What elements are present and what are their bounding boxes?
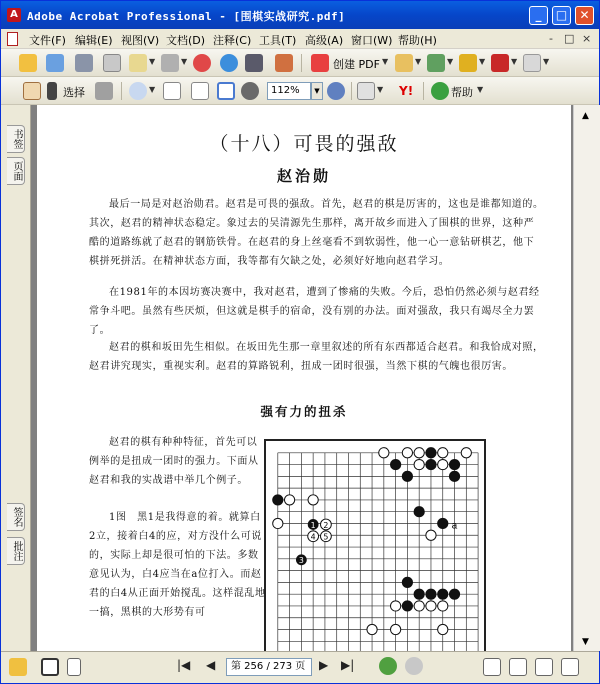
white-stone: [379, 448, 389, 458]
chevron-down-icon[interactable]: ▼: [447, 57, 454, 66]
black-stone: [273, 495, 283, 505]
tab-comments[interactable]: 批注: [7, 537, 25, 565]
white-stone: [402, 448, 412, 458]
minimize-button[interactable]: _: [529, 6, 548, 25]
white-stone: [284, 495, 294, 505]
black-stone: [402, 601, 412, 611]
help-button[interactable]: 帮助: [451, 86, 473, 99]
body-paragraph: 赵君的棋和坂田先生相似。在坂田先生那一章里叙述的所有东西都适合赵君。和我恰成对照，赵君讲究现实，重视实利。赵君的算路锐利，扭成一团时很强，当然下棋的气魄也很厉害。: [89, 342, 544, 372]
black-stone: [426, 589, 436, 599]
toolbar-divider: [121, 82, 122, 100]
stone-number: 2: [323, 520, 329, 530]
select-tool-label[interactable]: 选择: [63, 86, 85, 99]
doc-close-button[interactable]: ×: [582, 32, 592, 45]
stone-number: 1: [310, 520, 316, 530]
zoom-dropdown-button[interactable]: ▼: [311, 82, 323, 100]
menu-advanced[interactable]: 高级(A): [305, 34, 344, 47]
continuous-facing-icon[interactable]: [561, 658, 579, 676]
search-icon[interactable]: [245, 54, 263, 72]
toolbar-divider: [351, 82, 352, 100]
scroll-down-icon[interactable]: ▼: [582, 637, 589, 647]
document-icon[interactable]: [7, 32, 18, 46]
white-stone: [461, 448, 471, 458]
board-label-a: a: [451, 520, 458, 532]
black-stone: [402, 577, 412, 587]
window-title: Adobe Acrobat Professional - [围棋实战研究.pdf]: [27, 10, 346, 23]
last-page-button[interactable]: ▶|: [341, 658, 355, 672]
chapter-author: 赵治勋: [276, 167, 331, 185]
doc-restore-button[interactable]: □: [564, 32, 575, 45]
section-heading: 强有力的扭杀: [260, 404, 348, 419]
white-stone: [273, 518, 283, 528]
chevron-down-icon[interactable]: ▼: [149, 85, 156, 94]
fit-width-icon[interactable]: [217, 82, 235, 100]
open-icon[interactable]: [19, 54, 37, 72]
black-stone: [438, 589, 448, 599]
hand-status-icon[interactable]: [9, 658, 27, 676]
menu-edit[interactable]: 编辑(E): [75, 34, 113, 47]
chapter-heading: （十八）可畏的强敌: [209, 133, 399, 155]
actual-size-icon[interactable]: [163, 82, 181, 100]
attach-icon[interactable]: [161, 54, 179, 72]
review-icon[interactable]: [220, 54, 238, 72]
combine-icon[interactable]: [395, 54, 413, 72]
black-stone: [402, 471, 412, 481]
single-page-icon[interactable]: [483, 658, 501, 676]
email-icon[interactable]: [129, 54, 147, 72]
stone-number: 5: [323, 532, 329, 542]
pdf-page: [37, 105, 571, 651]
zoom-input[interactable]: 112%: [267, 82, 311, 100]
continuous-icon[interactable]: [509, 658, 527, 676]
stone-number: 3: [298, 556, 304, 566]
chevron-down-icon[interactable]: ▼: [382, 57, 389, 66]
board-grid: [278, 453, 478, 651]
toolbar-divider: [301, 54, 302, 72]
white-stone: [438, 459, 448, 469]
hand-tool-icon[interactable]: [23, 82, 41, 100]
white-stone: [391, 601, 401, 611]
white-stone: [414, 601, 424, 611]
black-stone: [391, 459, 401, 469]
secure-icon[interactable]: [193, 54, 211, 72]
facing-icon[interactable]: [535, 658, 553, 676]
title-bar[interactable]: [1, 1, 599, 29]
create-pdf-button[interactable]: 创建 PDF: [333, 58, 380, 71]
menu-file[interactable]: 文件(F): [29, 34, 66, 47]
menu-view[interactable]: 视图(V): [121, 34, 160, 47]
comment-icon[interactable]: [523, 54, 541, 72]
first-page-button[interactable]: |◀: [177, 658, 191, 672]
page-number-input[interactable]: 第 256 / 273 页: [226, 658, 312, 676]
black-stone: [414, 589, 424, 599]
body-paragraph: 在1981年的本因坊赛决赛中，我对赵君，遭到了惨痛的失败。今后，恐怕仍然必须与赵君经常争斗吧。虽然有些厌烦，但这就是棋手的宿命，没有别的办法。面对强敌，我只有竭尽全力罢了。: [89, 287, 540, 336]
white-stone: [438, 448, 448, 458]
vertical-scrollbar[interactable]: [573, 105, 600, 651]
page-icon[interactable]: [67, 658, 81, 676]
navigation-panel: [1, 105, 31, 651]
black-stone: [426, 459, 436, 469]
menu-window[interactable]: 窗口(W): [351, 34, 393, 47]
rotate-icon[interactable]: [357, 82, 375, 100]
tab-signatures[interactable]: 签名: [7, 503, 25, 531]
select-tool-icon[interactable]: [47, 82, 57, 100]
chevron-down-icon[interactable]: ▼: [415, 57, 422, 66]
toolbar-divider: [423, 82, 424, 100]
chevron-down-icon[interactable]: ▼: [149, 57, 156, 66]
previous-page-button[interactable]: ◀: [206, 658, 216, 672]
pen-icon[interactable]: [491, 54, 509, 72]
go-board-diagram: [264, 439, 486, 651]
doc-minimize-button[interactable]: -: [549, 32, 553, 45]
forms-icon[interactable]: [427, 54, 445, 72]
chevron-down-icon[interactable]: ▼: [377, 85, 384, 94]
white-stone: [308, 495, 318, 505]
file-toolbar: [1, 49, 599, 77]
print-icon[interactable]: [103, 54, 121, 72]
lock-icon[interactable]: [459, 54, 477, 72]
white-stone: [391, 624, 401, 634]
sign-icon[interactable]: [275, 54, 293, 72]
next-view-button[interactable]: [405, 657, 423, 675]
white-stone: [438, 601, 448, 611]
create-pdf-icon[interactable]: [311, 54, 329, 72]
yahoo-icon[interactable]: Y!: [399, 84, 414, 98]
menu-bar: [1, 29, 599, 49]
next-page-button[interactable]: ▶: [319, 658, 329, 672]
chevron-down-icon[interactable]: ▼: [511, 57, 518, 66]
white-stone: [426, 601, 436, 611]
help-icon[interactable]: [431, 82, 449, 100]
black-stone: [449, 471, 459, 481]
fit-page-icon[interactable]: [191, 82, 209, 100]
white-stone: [414, 459, 424, 469]
white-stone: [367, 624, 377, 634]
snapshot-icon[interactable]: [95, 82, 113, 100]
page-view-icon[interactable]: [41, 658, 59, 676]
zoom-out-icon[interactable]: [241, 82, 259, 100]
zoom-in-icon[interactable]: [129, 82, 147, 100]
black-stone: [426, 448, 436, 458]
acrobat-app-icon[interactable]: A: [7, 8, 21, 22]
chevron-down-icon[interactable]: ▼: [543, 57, 550, 66]
tab-bookmarks[interactable]: 书签: [7, 125, 25, 153]
status-bar: [1, 651, 599, 683]
black-stone: [414, 507, 424, 517]
stone-number: 4: [310, 532, 316, 542]
chevron-down-icon[interactable]: ▼: [181, 57, 188, 66]
menu-document[interactable]: 文档(D): [166, 34, 206, 47]
organizer-icon[interactable]: [46, 54, 64, 72]
menu-tools[interactable]: 工具(T): [259, 34, 297, 47]
black-stone: [438, 518, 448, 528]
black-stone: [449, 459, 459, 469]
tab-pages[interactable]: 页面: [7, 157, 25, 185]
white-stone: [414, 448, 424, 458]
zoom-plus-icon[interactable]: [327, 82, 345, 100]
menu-comments[interactable]: 注释(C): [213, 34, 252, 47]
close-button[interactable]: ✕: [575, 6, 594, 25]
maximize-button[interactable]: □: [552, 6, 571, 25]
black-stone: [449, 589, 459, 599]
navigation-toolbar: [1, 77, 599, 105]
white-stone: [438, 624, 448, 634]
save-icon[interactable]: [75, 54, 93, 72]
scroll-up-icon[interactable]: ▲: [582, 111, 589, 121]
chevron-down-icon[interactable]: ▼: [479, 57, 486, 66]
body-paragraph: 最后一局是对赵治勋君。赵君是可畏的强敌。首先，赵君的棋是厉害的，这也是谁都知道的。其次，赵君的精神状态稳定。象过去的吴清源先生那样，离开故乡而进入了围棋的世界，这种严酷的道路练就了赵君的钢筋铁骨。在赵君的身上丝毫看不到软弱性，他一心一意钻研棋艺，他下棋拼死拼活。在精神状态方面，我等都有欠缺之处，必须好好地向赵君学习。: [89, 199, 544, 267]
white-stone: [426, 530, 436, 540]
menu-help[interactable]: 帮助(H): [398, 34, 437, 47]
document-view[interactable]: [31, 105, 573, 651]
column-paragraph: 1图 黑1是我得意的着。就算白2立，接着白4的应，对方没什么可说的，实际上却是很可怕的下法。多数意见认为，白4应当在a位打入。而赵君的白4从正面开始搅乱。这样混乱地一搞，黑棋的大形势有可: [89, 512, 266, 618]
column-paragraph: 赵君的棋有种种特征，首先可以例举的是扭成一团时的强力。下面从赵君和我的实战谱中举几个例子。: [89, 437, 259, 486]
chevron-down-icon[interactable]: ▼: [477, 85, 484, 94]
previous-view-button[interactable]: [379, 657, 397, 675]
